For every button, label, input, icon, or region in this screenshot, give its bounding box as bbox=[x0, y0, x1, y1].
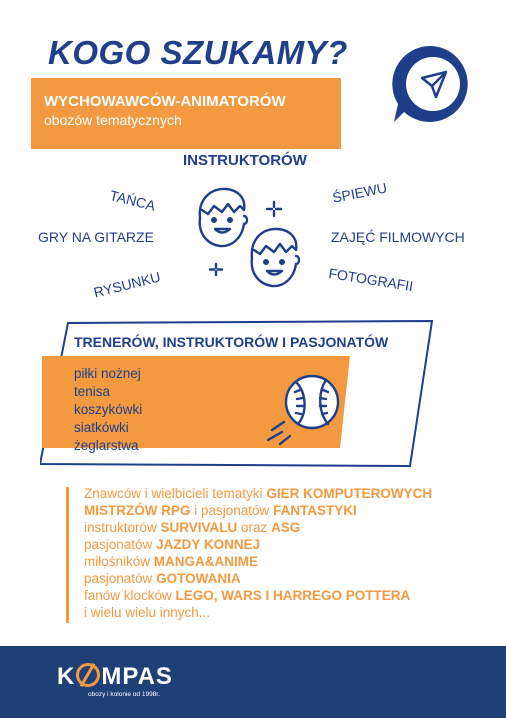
sparkle-icon bbox=[210, 202, 281, 275]
page-title: KOGO SZUKAMY? bbox=[48, 34, 348, 71]
skill-photography: FOTOGRAFII bbox=[327, 265, 415, 295]
list-accent-bar bbox=[66, 487, 69, 623]
skill-singing: ŚPIEWU bbox=[331, 179, 389, 206]
baseball-icon bbox=[262, 370, 348, 448]
list-item: koszykówki bbox=[74, 402, 143, 417]
skill-dance: TAŃCA bbox=[108, 187, 158, 214]
skill-film: ZAJĘĆ FILMOWYCH bbox=[331, 229, 465, 245]
list-item: MISTRZÓW RPG i pasjonatów FANTASTYKI bbox=[84, 503, 357, 518]
send-icon bbox=[384, 40, 478, 128]
role-banner-subtitle: obozów tematycznych bbox=[44, 112, 182, 128]
kompas-logo[interactable]: K MPAS bbox=[57, 663, 173, 690]
compass-o-icon bbox=[76, 663, 100, 687]
list-item: pasjonatów JAZDY KONNEJ bbox=[84, 537, 261, 552]
list-item: Znawców i wielbicieli tematyki GIER KOMPUTEROWYCH bbox=[84, 486, 433, 501]
skill-drawing: RYSUNKU bbox=[92, 268, 163, 301]
list-item: pasjonatów GOTOWANIA bbox=[84, 571, 241, 586]
list-item: miłośników MANGA&ANIME bbox=[84, 554, 259, 569]
send-badge[interactable] bbox=[384, 40, 478, 128]
list-item: siatkówki bbox=[74, 420, 129, 435]
instructors-heading: INSTRUKTORÓW bbox=[183, 152, 307, 169]
sports-list bbox=[74, 365, 142, 455]
role-banner-title: WYCHOWAWCÓW-ANIMATORÓW bbox=[44, 93, 286, 110]
list-item: żeglarstwa bbox=[74, 438, 139, 453]
list-item: piłki nożnej bbox=[74, 366, 141, 381]
trainers-heading: TRENERÓW, INSTRUKTORÓW I PASJONATÓW bbox=[74, 334, 389, 350]
list-item: instruktorów SURVIVALU oraz ASG bbox=[84, 520, 301, 535]
skill-guitar: GRY NA GITARZE bbox=[38, 229, 154, 245]
logo-tagline: obozy i kolonie od 1998r. bbox=[88, 691, 160, 698]
faces-icon bbox=[188, 180, 312, 296]
list-item: fanów klocków LEGO, WARS I HARREGO POTTERA bbox=[84, 588, 411, 603]
list-item: i wielu wielu innych... bbox=[84, 605, 211, 620]
list-item: tenisa bbox=[74, 384, 111, 399]
